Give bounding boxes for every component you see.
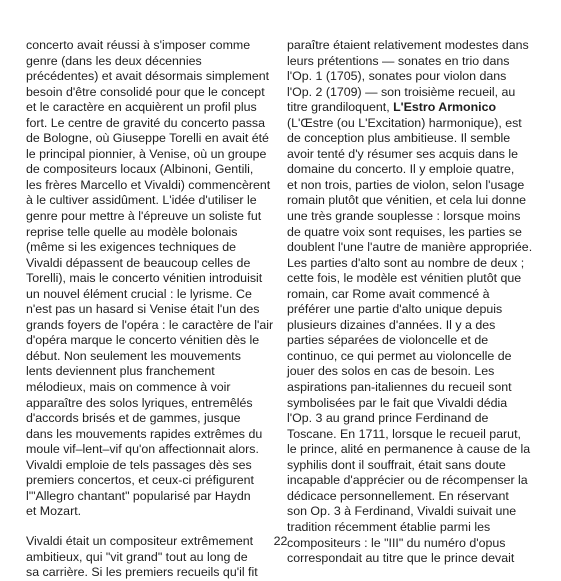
text-line: domaine du concerto. Il y emploie quatre, (287, 162, 515, 177)
text-line: de conception plus ambitieuse. Il semble (287, 131, 511, 146)
text-line: fort. Le centre de gravité du concerto passa (26, 115, 266, 130)
left-paragraph-1 (26, 38, 278, 520)
text-line: Vivaldi emploie de tels passages dès ses (26, 457, 252, 472)
text-line: syphilis dont il souffrait, était sans doute (287, 457, 506, 472)
page-number: 22 (273, 534, 288, 548)
text-line: dédicace personnellement. En réservant (287, 488, 509, 503)
text-line: apparaître des solos lyriques, entremêlés (26, 395, 253, 410)
text-line: une très grande souplesse : lorsque moins (287, 209, 521, 224)
text-line: l'"Allegro chantant" popularisé par Haydn (26, 488, 251, 503)
text-line: parties séparées de violoncelle et de (287, 333, 489, 348)
text-line: le principal pionnier, à Venise, où un groupe (26, 146, 267, 161)
text-line: doublent l'une l'autre de manière appropriée. (287, 240, 533, 255)
text-line: lents deviennent plus franchement (26, 364, 215, 379)
text-line: romain plutôt que vénitien, et cela lui donne (287, 193, 527, 208)
text-line: concerto avait réussi à s'imposer comme (26, 38, 251, 52)
text-line: genre (dans les deux décennies (26, 53, 202, 68)
text-line: besoin d'être consolidé pour que le concept (26, 84, 265, 99)
text-line: (même si les exigences techniques de (26, 240, 237, 255)
text-line: début. Non seulement les mouvements (26, 348, 241, 363)
text-line: Torelli), mais le concerto vénitien introduisit (26, 271, 263, 286)
text-line: Vivaldi était un compositeur extrêmement (26, 533, 254, 548)
text-line: à le cultiver assidûment. L'idée d'utiliser le (26, 193, 257, 208)
text-line: d'accords brisés et de gammes, jusque (26, 411, 241, 426)
text-line: l'Op. 1 (1705), sonates pour violon dans (287, 69, 507, 84)
text-line: mélodieux, mais on commence à voir (26, 380, 231, 395)
text-line: Toscane. En 1711, lorsque le recueil parut, (287, 426, 521, 441)
work-title: L'Estro Armonico (393, 100, 497, 115)
title-line-prefix: titre grandiloquent, (287, 100, 394, 115)
text-line: sa carrière. Si les premiers recueils qu'il fit (26, 565, 258, 580)
text-line: son Op. 3 à Ferdinand, Vivaldi suivait une (287, 504, 517, 519)
text-line: et non trois, parties de violon, selon l'usage (287, 177, 525, 192)
text-line: continuo, ce qui permet au violoncelle de (287, 348, 512, 363)
text-line: de compositeurs locaux (Albinoni, Gentili, (26, 162, 254, 177)
text-line: correspondait au titre que le prince devait (287, 551, 515, 566)
text-line: avoir tenté d'y résumer ses acquis dans le (287, 146, 519, 161)
right-column (287, 38, 539, 567)
text-line: paraître étaient relativement modestes dans (287, 38, 529, 52)
text-line: Les parties d'alto sont au nombre de deux ; (287, 255, 525, 270)
text-line: Vivaldi dépassent de beaucoup celles de (26, 255, 251, 270)
text-line: et le caractère en acquièrent un profil plus (26, 100, 257, 115)
text-line: dans les mouvements rapides extrêmes du (26, 426, 263, 441)
text-line: ambitieux, qui "vit grand" tout au long de (26, 549, 248, 564)
right-paragraph-opening (287, 38, 539, 100)
right-paragraph-continuation (287, 116, 539, 567)
text-line: l'Op. 2 (1709) — son troisième recueil, au (287, 84, 516, 99)
text-line: un nouvel élément crucial : le lyrisme. Ce (26, 286, 252, 301)
text-line: précédentes) et avait désormais simplement (26, 69, 270, 84)
left-column (26, 38, 278, 581)
text-line: incapable d'apprécier ou de récompenser la (287, 473, 528, 488)
text-line: d'opéra marque le concerto vénitien dès le (26, 333, 260, 348)
text-line: symbolisées par le fait que Vivaldi dédia (287, 395, 508, 410)
text-line: moule vif–lent–vif qu'on affectionnait alors. (26, 442, 259, 457)
text-line: préférer une partie d'alto unique depuis (287, 302, 503, 317)
paragraph-gap (26, 520, 278, 534)
text-line: romain, car Rome avait commencé à (287, 286, 490, 301)
text-line: jouer des solos en cas de besoin. Les (287, 364, 495, 379)
text-line: compositeurs : le "III" du numéro d'opus (287, 535, 506, 550)
text-line: le prince, alité en permanence à cause de la (287, 442, 531, 457)
text-line: de Bologne, où Giuseppe Torelli en avait été (26, 131, 269, 146)
text-line: premiers concertos, et ceux-ci préfigurent (26, 473, 254, 488)
text-line: tradition récemment établie parmi les (287, 519, 491, 534)
text-line-with-title (287, 100, 539, 116)
text-line: cette fois, le modèle est vénitien plutôt que (287, 271, 522, 286)
text-line: genre pour mettre à l'épreuve un soliste fut (26, 209, 262, 224)
text-line: et Mozart. (26, 504, 82, 519)
text-line: l'Op. 3 au grand prince Ferdinand de (287, 411, 489, 426)
text-line: (L'Œstre (ou L'Excitation) harmonique), est (287, 115, 522, 130)
text-line: de quatre voix sont requises, les parties se (287, 224, 522, 239)
text-line: reprise telle quelle au modèle bolonais (26, 224, 238, 239)
text-line: les frères Marcello et Vivaldi) commencèrent (26, 177, 271, 192)
text-line: aspirations pan-italiennes du recueil sont (287, 380, 512, 395)
text-line: grands foyers de l'opéra : le caractère de l'air (26, 317, 274, 332)
text-line: leurs prétentions — sonates en trio dans (287, 53, 510, 68)
text-line: plusieurs dizaines d'années. Il y a des (287, 317, 496, 332)
text-line: n'est pas un hasard si Venise était l'un des (26, 302, 260, 317)
